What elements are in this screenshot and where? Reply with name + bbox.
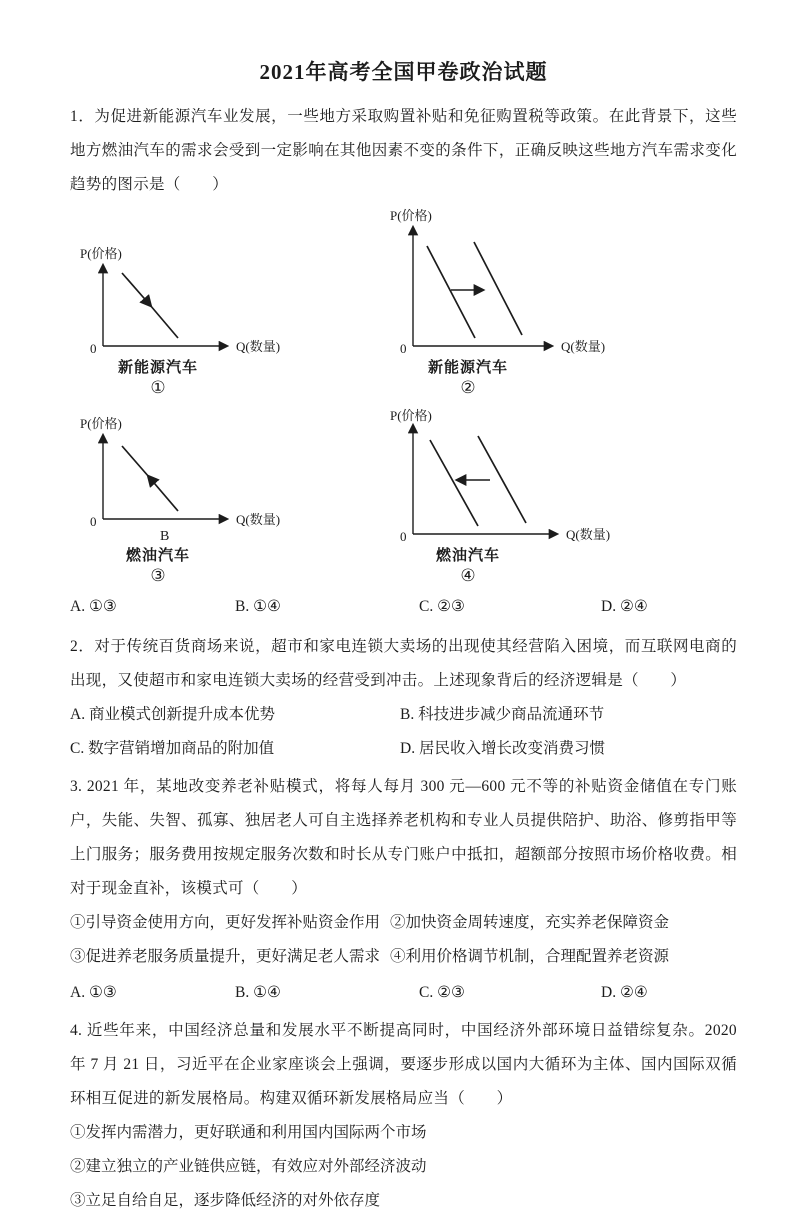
q4-sub-3: ③立足自给自足，逐步降低经济的对外依存度 bbox=[70, 1192, 381, 1209]
demand-chart-4 bbox=[388, 408, 737, 586]
demand-chart-1-figure bbox=[78, 246, 308, 356]
x-axis-label: Q(数量) bbox=[561, 339, 606, 354]
x-axis-label: Q(数量) bbox=[236, 339, 281, 354]
y-axis-label: P(价格) bbox=[390, 408, 432, 423]
q3-sub-1: ①引导资金使用方向，更好发挥补贴资金作用 bbox=[70, 914, 381, 931]
y-axis-label: P(价格) bbox=[80, 246, 122, 261]
q2-option-d: D. 居民收入增长改变消费习惯 bbox=[400, 740, 605, 757]
q2-option-b: B. 科技进步减少商品流通环节 bbox=[400, 706, 605, 723]
question-1-options bbox=[70, 590, 737, 624]
chart-1-number: ① bbox=[150, 378, 166, 397]
chart-4-number: ④ bbox=[460, 566, 476, 585]
q3-sub-3: ③促进养老服务质量提升，更好满足老人需求 bbox=[70, 948, 381, 965]
q4-sub-2: ②建立独立的产业链供应链，有效应对外部经济波动 bbox=[70, 1158, 427, 1175]
page-title: 2021年高考全国甲卷政治试题 bbox=[259, 60, 548, 84]
q3-option-c: C. ②③ bbox=[419, 984, 465, 1001]
demand-chart-2 bbox=[388, 208, 737, 398]
demand-curve-new bbox=[474, 242, 522, 335]
q3-option-d: D. ②④ bbox=[601, 984, 648, 1001]
question-3-options bbox=[70, 976, 737, 1010]
question-2-options-row-2 bbox=[70, 732, 737, 766]
chart-4-caption-box bbox=[388, 544, 548, 586]
question-3-suboptions-row-1 bbox=[70, 906, 737, 940]
question-2-text: 2．对于传统百货商场来说，超市和家电连锁大卖场的出现使其经营陷入困境，而互联网电商的出现，又使超市和家电连锁大卖场的经营受到冲击。上述现象背后的经济逻辑是（ ） bbox=[70, 638, 737, 689]
y-axis-label: P(价格) bbox=[390, 208, 432, 223]
chart-2-caption-box bbox=[388, 356, 548, 398]
q3-sub-4: ④利用价格调节机制，合理配置养老资源 bbox=[390, 948, 670, 965]
chart-3-number: ③ bbox=[150, 566, 166, 585]
q3-sub-2: ②加快资金周转速度，充实养老保障资金 bbox=[390, 914, 670, 931]
demand-curve-new bbox=[430, 440, 478, 526]
chart-3-caption: 燃油汽车 bbox=[125, 548, 190, 564]
origin-label: 0 bbox=[90, 514, 97, 529]
chart-1-caption: 新能源汽车 bbox=[117, 360, 198, 376]
q1-option-c: C. ②③ bbox=[419, 598, 465, 615]
x-axis-label: Q(数量) bbox=[236, 512, 281, 527]
origin-label: 0 bbox=[90, 341, 97, 356]
question-3-text: 3. 2021 年，某地改变养老补贴模式，将每人每月 300 元—600 元不等的补贴资金储值在专门账户，失能、失智、孤寡、独居老人可自主选择养老机构和专业人员提供陪护、助浴、修剪指甲等上门服务；服务费用按规定服务次数和时长从专门账户中抵扣，超额部分按照市场价格收费。相对于现金直补，该模式可（ ） bbox=[70, 778, 737, 897]
q2-option-a: A. 商业模式创新提升成本优势 bbox=[70, 706, 275, 723]
q4-sub-1: ①发挥内需潜力，更好联通和利用国内国际两个市场 bbox=[70, 1124, 427, 1141]
q2-option-c: C. 数字营销增加商品的附加值 bbox=[70, 740, 275, 757]
demand-curve-old bbox=[427, 246, 475, 338]
chart-2-caption: 新能源汽车 bbox=[427, 360, 508, 376]
demand-curve-arrow-up bbox=[122, 446, 178, 511]
demand-chart-4-figure bbox=[388, 408, 638, 544]
question-1-text: 1．为促进新能源汽车业发展，一些地方采取购置补贴和免征购置税等政策。在此背景下，这些地方燃油汽车的需求会受到一定影响在其他因素不变的条件下，正确反映这些地方汽车需求变化趋势的图示是（ ） bbox=[70, 108, 737, 193]
q1-option-d: D. ②④ bbox=[601, 598, 648, 615]
chart-2-number: ② bbox=[460, 378, 476, 397]
origin-label: 0 bbox=[400, 529, 407, 544]
chart-3-caption-box bbox=[78, 544, 238, 586]
demand-chart-1 bbox=[78, 246, 388, 398]
demand-chart-2-figure bbox=[388, 208, 638, 356]
demand-chart-3 bbox=[78, 416, 388, 586]
q3-option-a: A. ①③ bbox=[70, 984, 117, 1001]
q3-option-b: B. ①④ bbox=[235, 984, 281, 1001]
chart-1-caption-box bbox=[78, 356, 238, 398]
x-axis-label: Q(数量) bbox=[566, 527, 611, 542]
chart-4-caption: 燃油汽车 bbox=[435, 548, 500, 564]
q1-option-b: B. ①④ bbox=[235, 598, 281, 615]
demand-curve-arrow-down bbox=[122, 273, 178, 338]
demand-chart-3-figure bbox=[78, 416, 308, 544]
question-2-options-row-1 bbox=[70, 698, 737, 732]
origin-label: 0 bbox=[400, 341, 407, 356]
chart-3-extra-label: B bbox=[160, 529, 170, 544]
y-axis-label: P(价格) bbox=[80, 416, 122, 431]
question-4-text: 4. 近些年来，中国经济总量和发展水平不断提高同时，中国经济外部环境日益错综复杂。2020 年 7 月 21 日，习近平在企业家座谈会上强调，要逐步形成以国内大循环为主体、国内国际双循环相互促进的新发展格局。构建双循环新发展格局应当（ ） bbox=[70, 1022, 737, 1107]
q1-option-a: A. ①③ bbox=[70, 598, 117, 615]
charts-grid bbox=[78, 208, 737, 586]
question-3-suboptions-row-2 bbox=[70, 940, 737, 974]
